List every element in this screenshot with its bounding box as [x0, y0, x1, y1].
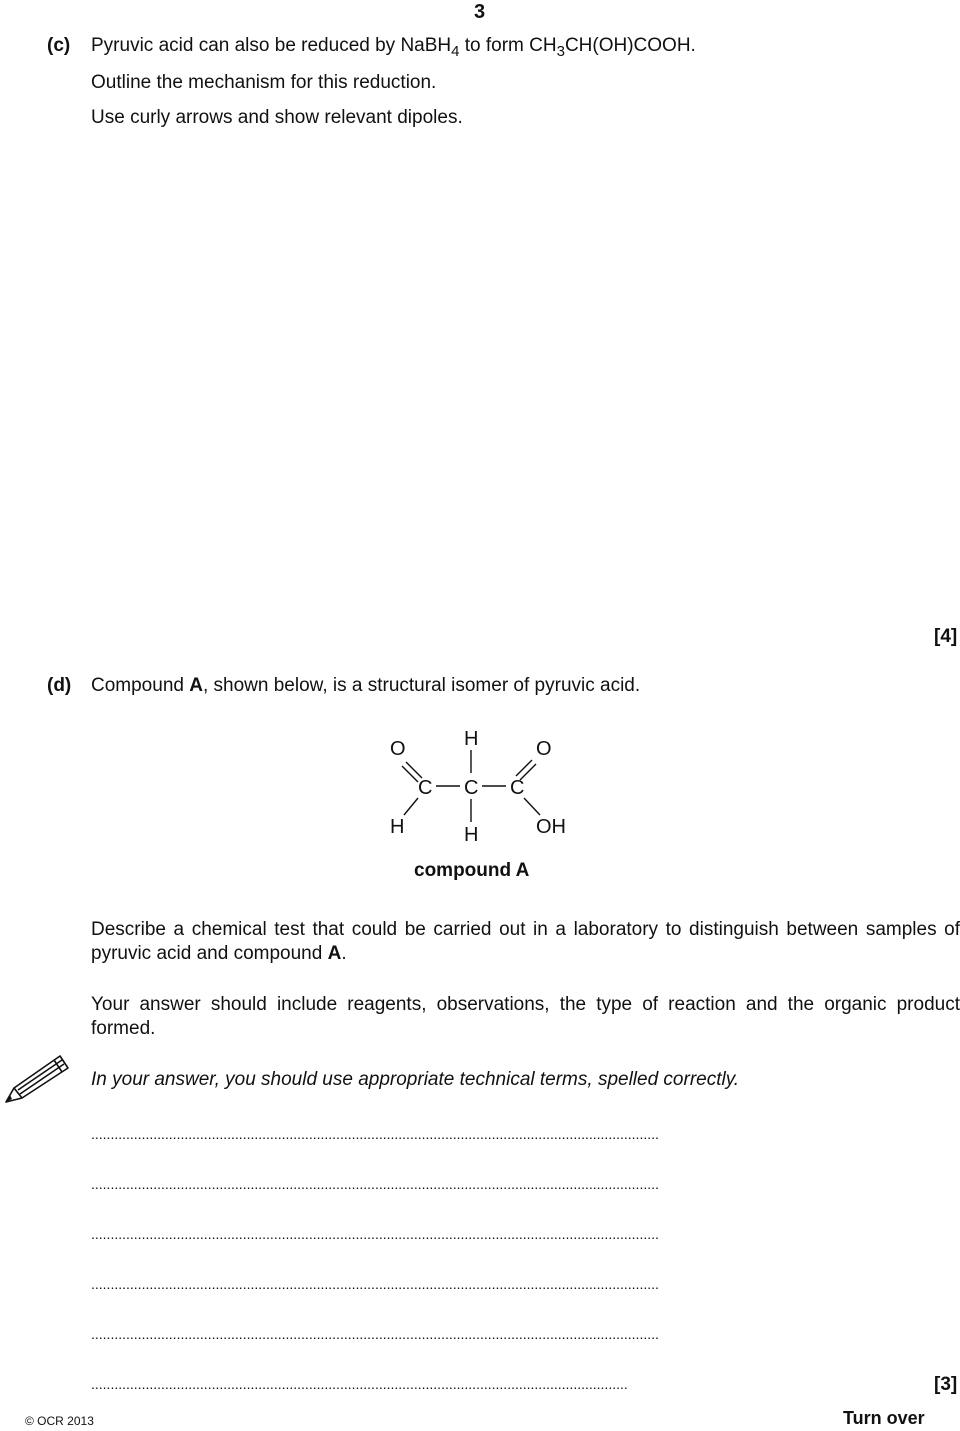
compound-a-caption: compound A: [414, 860, 530, 881]
atom-h-top: H: [464, 728, 479, 750]
bond-c3-o-b: [520, 764, 536, 780]
part-c-line3: Use curly arrows and show relevant dipoles.: [91, 107, 463, 128]
part-c-sub-4: 4: [451, 43, 460, 60]
part-d-para1-bold: A: [327, 943, 342, 964]
part-d-para1-a: Describe a chemical test that could be carried out in a laboratory to distinguish between samples of pyruvic acid and compound: [91, 919, 960, 964]
atom-c2: C: [464, 777, 479, 799]
part-d-intro-b: , shown below, is a structural isomer of pyruvic acid.: [202, 675, 641, 696]
atom-oh: OH: [536, 816, 566, 838]
part-c-line2: Outline the mechanism for this reduction.: [91, 72, 437, 93]
atom-h-bottom: H: [464, 824, 479, 846]
part-c-line1-text-a: Pyruvic acid can also be reduced by NaBH: [91, 35, 452, 56]
part-d-intro: [91, 674, 640, 698]
atom-o-left: O: [390, 738, 406, 760]
part-d-intro-a: Compound: [91, 675, 190, 696]
part-c-line1-text-c: CH(OH)COOH.: [564, 35, 696, 56]
atom-c1: C: [418, 777, 433, 799]
part-c-marks: [4]: [934, 626, 958, 647]
part-d-para1: [91, 918, 960, 966]
answer-line-4[interactable]: ..................................................................................................................................................: [91, 1276, 659, 1292]
bond-c1-o-a: [406, 762, 422, 778]
part-c-line1: [91, 34, 696, 64]
atom-c3: C: [510, 777, 525, 799]
footer-copyright: © OCR 2013: [25, 1414, 94, 1428]
part-d-instruction: In your answer, you should use appropriate technical terms, spelled correctly.: [91, 1069, 740, 1090]
part-c-sub-3: 3: [556, 43, 565, 60]
answer-line-5[interactable]: ..................................................................................................................................................: [91, 1326, 659, 1342]
part-d-marks: [3]: [934, 1374, 958, 1395]
answer-line-6[interactable]: ..........................................................................................................................................: [91, 1376, 628, 1392]
bond-c3-oh: [524, 798, 540, 815]
bond-c3-o-a: [516, 760, 532, 776]
answer-line-3[interactable]: ..................................................................................................................................................: [91, 1226, 659, 1242]
part-d-label: (d): [47, 675, 72, 696]
part-d-para1-b: .: [341, 943, 347, 964]
footer-turn-over: Turn over: [843, 1408, 925, 1428]
part-c-label: (c): [47, 35, 71, 56]
bond-c1-o-b: [402, 766, 418, 782]
bond-c1-h: [404, 798, 418, 815]
pencil-icon: [2, 1050, 70, 1106]
page-number: 3: [474, 1, 486, 23]
atom-o-right: O: [536, 738, 552, 760]
answer-line-2[interactable]: ..................................................................................................................................................: [91, 1176, 659, 1192]
part-c-answer-space[interactable]: [91, 140, 957, 620]
part-d-intro-bold: A: [189, 675, 203, 696]
part-d-para2: Your answer should include reagents, observations, the type of reaction and the organic product formed.: [91, 994, 960, 1039]
answer-line-1[interactable]: ..................................................................................................................................................: [91, 1126, 659, 1142]
atom-h-left: H: [390, 816, 405, 838]
part-c-line1-text-b: to form CH: [459, 35, 557, 56]
